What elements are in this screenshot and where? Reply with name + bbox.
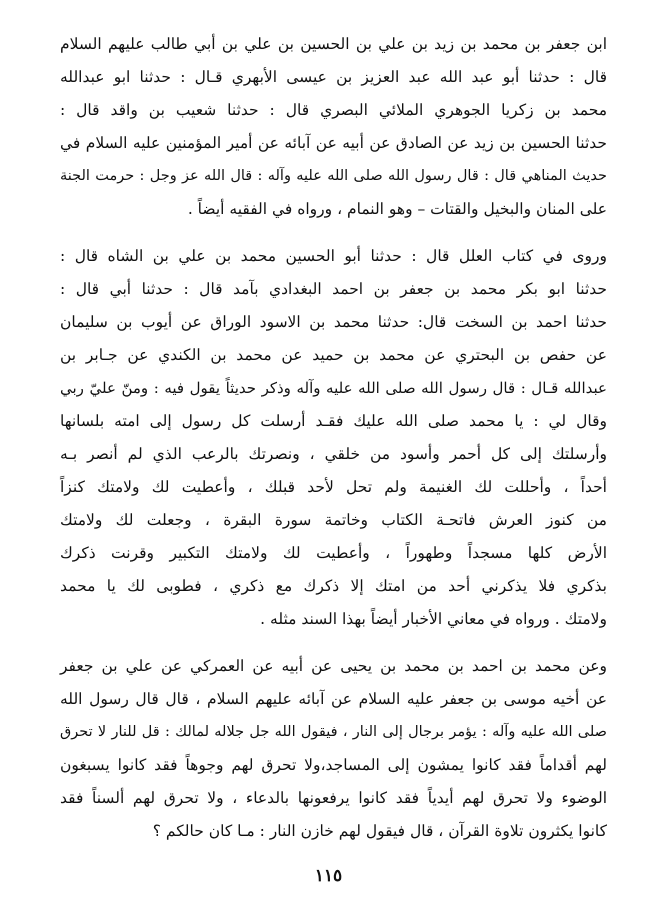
text-line: كانوا يكثرون تلاوة القرآن ، قال فيقول لهم خازن النار : مـا كان حالكم ؟ bbox=[152, 822, 607, 840]
text-line: عن أخيه موسى بن جعفر عليه السلام عن آبائه عليهم السلام ، قال قال رسول الله bbox=[60, 690, 607, 708]
text-line: على المنان والبخيل والقتات – وهو النمام ، ورواه في الفقيه أيضاً . bbox=[187, 200, 607, 218]
text-line: وقال لي : يا محمد صلى الله عليك فقـد أرسلت كل رسول إلى امته بلسانها bbox=[60, 412, 607, 430]
text-line: حديث المناهي قال : قال رسول الله صلى الله عليه وآله : قال الله عز وجل : حرمت الجنة bbox=[60, 168, 607, 184]
text-line: محمد بن زكريا الجوهري الملائي البصري قال : حدثنا شعيب بن واقد قال : bbox=[60, 101, 607, 119]
text-line: لهم أقداماً فقد كانوا يمشون إلى المساجد،ولا تحرق لهم وجوهاً فقد كانوا يسبغون bbox=[60, 756, 607, 774]
text-line: حدثنا ابو بكر محمد بن جعفر بن احمد البغدادي بآمد قال : حدثنا أبي قال : bbox=[60, 280, 607, 298]
paragraph-spacer bbox=[60, 636, 607, 650]
text-line: قال : حدثنا أبو عبد الله عبد العزيز بن عيسى الأبهري قـال : حدثنا ابو عبدالله bbox=[60, 68, 607, 86]
paragraph-2 bbox=[60, 240, 607, 636]
text-line: وعن محمد بن احمد بن محمد بن يحيى عن أبيه عن العمركي عن علي بن جعفر bbox=[60, 657, 607, 675]
paragraph-spacer bbox=[60, 226, 607, 240]
text-line: حدثنا الحسين بن زيد عن الصادق عن أبيه عن آبائه عن أمير المؤمنين عليه السلام في bbox=[60, 134, 607, 152]
text-line: ابن جعفر بن محمد بن زيد بن علي بن الحسين بن علي بن أبي طالب عليهم السلام bbox=[60, 35, 607, 53]
text-line: وأرسلتك إلى كل أحمر وأسود من خلقي ، ونصرتك بالرعب الذي لم أنصر بـه bbox=[60, 445, 607, 463]
text-line: وروى في كتاب العلل قال : حدثنا أبو الحسين محمد بن علي بن الشاه قال : bbox=[60, 247, 607, 265]
page-number: ١١٥ bbox=[314, 866, 343, 886]
text-line: صلى الله عليه وآله : يؤمر برجال إلى النار ، فيقول الله جل جلاله لمالك : قل للنار لا تحرق bbox=[60, 724, 607, 740]
text-line: حدثنا احمد بن السخت قال: حدثنا محمد بن الاسود الوراق عن أيوب بن سليمان bbox=[60, 313, 607, 331]
text-line: أحداً ، وأحللت لك الغنيمة ولم تحل لأحد قبلك ، وأعطيت لك ولامتك كنزاً bbox=[60, 478, 607, 496]
text-line: الوضوء ولا تحرق لهم أيدياً فقد كانوا يرفعونها بالدعاء ، ولا تحرق لهم ألسناً فقد bbox=[60, 789, 607, 807]
paragraph-1 bbox=[60, 28, 607, 226]
text-line: الأرض كلها مسجداً وطهوراً ، وأعطيت لك ولامتك التكبير وقرنت ذكرك bbox=[60, 544, 607, 562]
text-line: ولامتك . ورواه في معاني الأخبار أيضاً بهذا السند مثله . bbox=[260, 610, 607, 628]
text-line: عن حفص بن البحتري عن محمد بن حميد عن محمد بن الكندي عن جـابر بن bbox=[60, 346, 607, 364]
text-line: من كنوز العرش فاتحـة الكتاب وخاتمة سورة البقرة ، وجعلت لك ولامتك bbox=[60, 511, 607, 529]
paragraph-3 bbox=[60, 650, 607, 848]
text-line: بذكري فلا يذكرني أحد من امتك إلا ذكرك مع ذكري ، فطوبى لك يا محمد bbox=[60, 577, 607, 595]
text-line: عبدالله قـال : قال رسول الله صلى الله عليه وآله وذكر حديثاً يقول فيه : ومنّ عليّ ربي bbox=[60, 379, 607, 397]
